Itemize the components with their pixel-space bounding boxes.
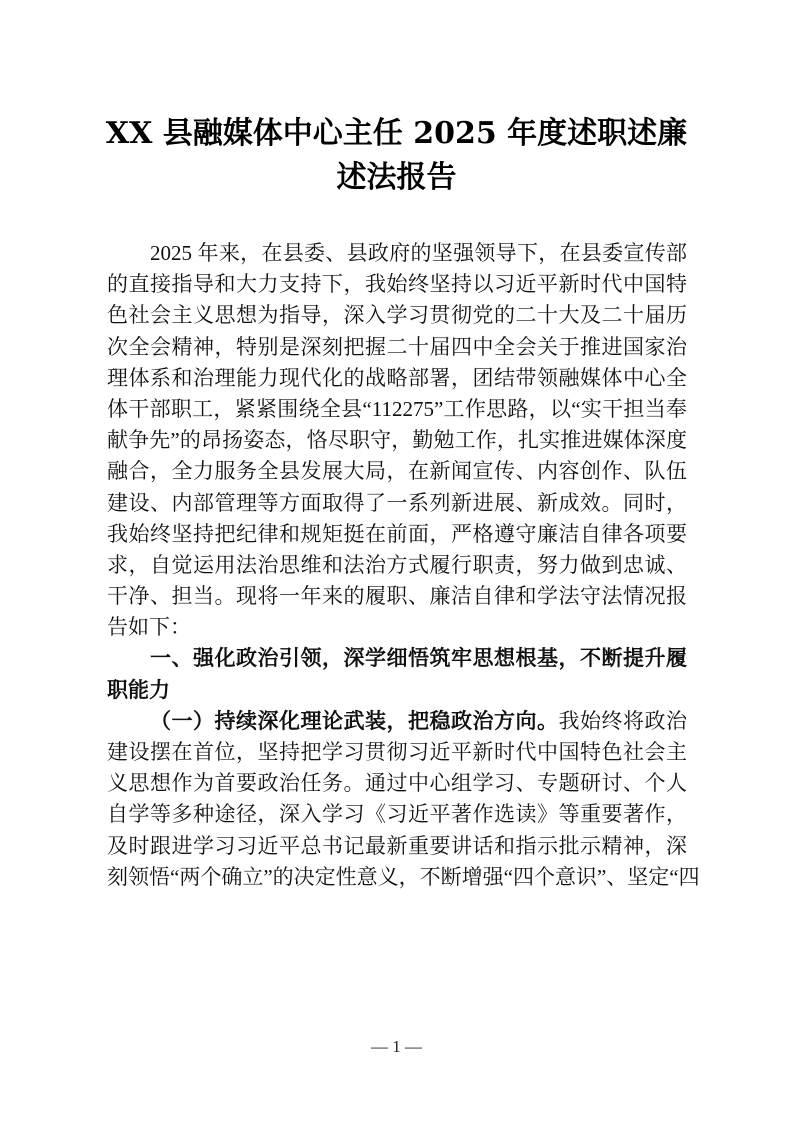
page-number: — 1 —	[371, 1037, 422, 1056]
text-line: 理体系和治理能力现代化的战略部署，团结带领融媒体中心全	[107, 365, 687, 390]
heading-line: 职能力	[107, 677, 170, 702]
text-line: 我始终坚持把纪律和规矩挺在前面，严格遵守廉洁自律各项要	[107, 521, 687, 546]
text-line: 建设摆在首位，坚持把学习贯彻习近平新时代中国特色社会主	[107, 740, 687, 764]
heading-line: 一、强化政治引领，深学细悟筑牢思想根基，不断提升履	[150, 646, 687, 671]
document-title	[100, 112, 693, 200]
text-line: 融合，全力服务全县发展大局，在新闻宣传、内容创作、队伍	[107, 459, 687, 484]
text-line: 及时跟进学习习近平总书记最新重要讲话和指示批示精神，深	[107, 833, 687, 858]
text-line: 义思想作为首要政治任务。通过中心组学习、专题研讨、个人	[107, 771, 687, 796]
section-1-heading	[107, 643, 687, 705]
text-line: 干净、担当。现将一年来的履职、廉洁自律和学法守法情况报	[107, 584, 687, 609]
intro-paragraph	[107, 238, 687, 643]
text-line: 次全会精神，特别是深刻把握二十届四中全会关于推进国家治	[107, 334, 687, 359]
text-line: 体干部职工，紧紧围绕全县“112275”工作思路，以“实干担当奉	[107, 396, 687, 421]
text-line: 的直接指导和大力支持下，我始终坚持以习近平新时代中国特	[107, 272, 687, 297]
text-line: 2025 年来，在县委、县政府的坚强领导下，在县委宣传部	[150, 241, 687, 265]
text-line: 求，自觉运用法治思维和法治方式履行职责，努力做到忠诚、	[107, 552, 687, 577]
document-body	[107, 238, 700, 893]
text-line: 献争先”的昂扬姿态，恪尽职守，勤勉工作，扎实推进媒体深度	[107, 428, 687, 453]
text-line: 建设、内部管理等方面取得了一系列新进展、新成效。同时，	[107, 490, 687, 515]
title-line-1: XX 县融媒体中心主任 2025 年度述职述廉	[105, 116, 688, 151]
text-line: 刻领悟“两个确立”的决定性意义，不断增强“四个意识”、坚定“四	[107, 864, 700, 889]
subsection-text: 我始终将政治	[558, 708, 687, 733]
title-line-2: 述法报告	[336, 160, 457, 195]
subsection-heading: （一）持续深化理论武装，把稳政治方向。	[150, 708, 559, 733]
text-line: 告如下：	[107, 615, 191, 640]
text-line	[107, 706, 687, 737]
subsection-1-paragraph	[107, 706, 700, 893]
text-line: 色社会主义思想为指导，深入学习贯彻党的二十大及二十届历	[107, 303, 687, 328]
text-line: 自学等多种途径，深入学习《习近平著作选读》等重要著作，	[107, 802, 687, 827]
